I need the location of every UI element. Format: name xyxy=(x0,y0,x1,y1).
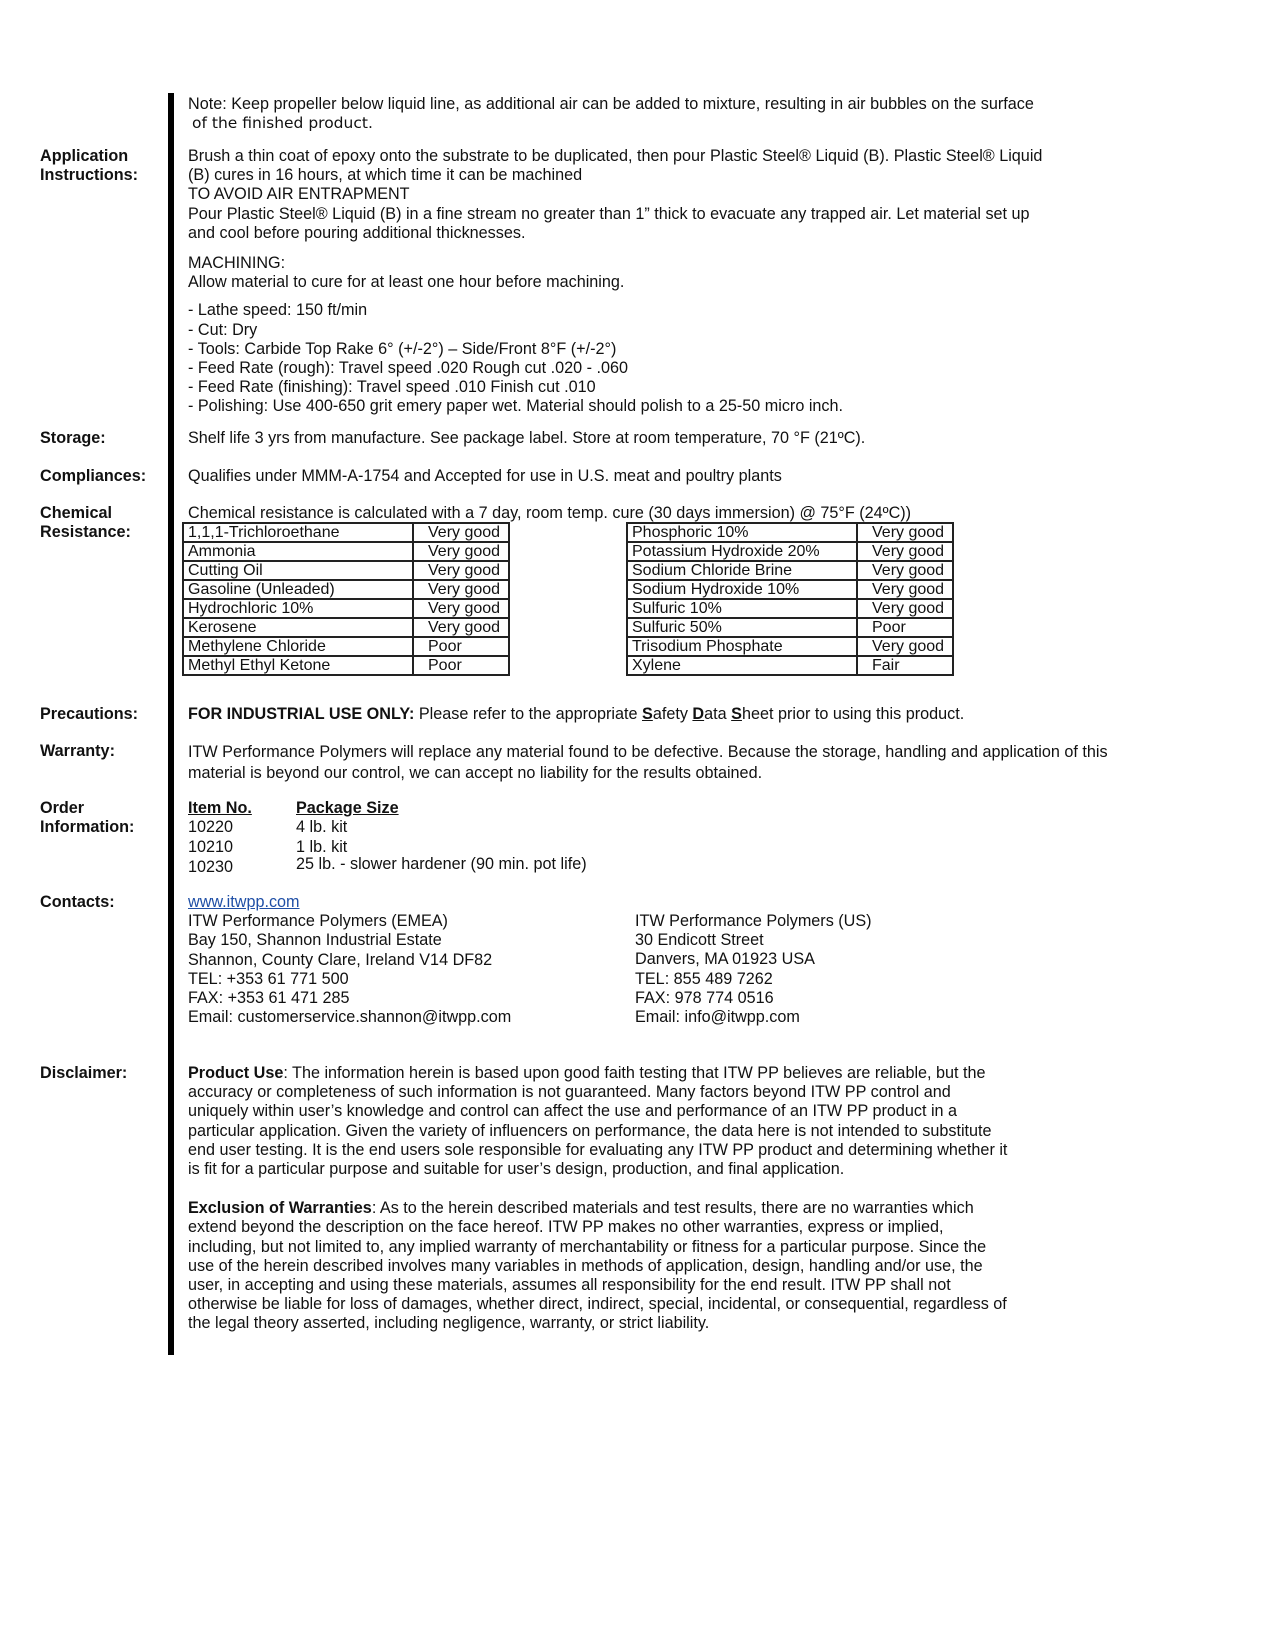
disclaimer-line: end user testing. It is the end users sole responsible for evaluating any ITW PP product and determining whether it xyxy=(188,1140,1008,1159)
warranty-text xyxy=(188,742,1188,783)
chemical-name: Sodium Chloride Brine xyxy=(627,561,857,580)
table-row xyxy=(627,523,953,542)
contact-line: FAX: 978 774 0516 xyxy=(635,988,774,1007)
contact-line: 30 Endicott Street xyxy=(635,931,764,950)
contact-line: Shannon, County Clare, Ireland V14 DF82 xyxy=(188,950,493,969)
disclaimer-text: : As to the herein described materials and test results, there are no warranties which xyxy=(371,1199,974,1218)
sds-letter: S xyxy=(642,705,653,723)
item-no: 10210 xyxy=(188,838,234,857)
label-storage: Storage: xyxy=(40,429,106,447)
app-line: TO AVOID AIR ENTRAPMENT xyxy=(188,185,410,204)
note-line-1: Note: Keep propeller below liquid line, as additional air can be added to mixture, resulting in air bubbles on the surface xyxy=(188,95,1034,113)
chemical-rating: Poor xyxy=(413,656,509,675)
chemical-name: Cutting Oil xyxy=(183,561,413,580)
chemical-rating: Poor xyxy=(857,618,953,637)
label-disclaimer: Disclaimer: xyxy=(40,1064,128,1082)
chemical-name: Hydrochloric 10% xyxy=(183,599,413,618)
table-row xyxy=(627,618,953,637)
machining-list-item: - Feed Rate (finishing): Travel speed .010 Finish cut .010 xyxy=(188,378,596,397)
chemical-rating: Fair xyxy=(857,656,953,675)
exclusion-heading: Exclusion of Warranties xyxy=(188,1199,372,1218)
chemical-rating: Very good xyxy=(857,542,953,561)
disclaimer-line xyxy=(188,1064,1188,1083)
compliances-text: Qualifies under MMM-A-1754 and Accepted for use in U.S. meat and poultry plants xyxy=(188,467,782,485)
chemical-name: Sulfuric 10% xyxy=(627,599,857,618)
machining-list-item: - Cut: Dry xyxy=(188,320,258,339)
disclaimer-text: : The information herein is based upon good faith testing that ITW PP believes are reliable, but the xyxy=(283,1064,986,1082)
warranty-line: material is beyond our control, we can accept no liability for the results obtained. xyxy=(188,763,763,782)
table-row xyxy=(183,656,509,675)
package-size-header: Package Size xyxy=(296,799,399,817)
table-row xyxy=(627,580,953,599)
disclaimer-line: including, but not limited to, any implied warranty of merchantability or fitness for a particular purpose. Since the xyxy=(188,1237,987,1256)
precautions-text xyxy=(188,705,1188,724)
contact-line: ITW Performance Polymers (US) xyxy=(635,912,872,930)
disclaimer-line: use of the herein described involves many variables in methods of application, design, handling and/or use, the xyxy=(188,1256,983,1275)
chemical-name: Gasoline (Unleaded) xyxy=(183,580,413,599)
note-block xyxy=(188,95,1188,133)
chemical-rating: Very good xyxy=(413,561,509,580)
machining-list-item: - Lathe speed: 150 ft/min xyxy=(188,301,368,320)
order-header-row xyxy=(188,799,1188,818)
app-line: Pour Plastic Steel® Liquid (B) in a fine stream no greater than 1” thick to evacuate any trapped air. Let material set up xyxy=(188,204,1030,223)
package-size: 25 lb. - slower hardener (90 min. pot life) xyxy=(296,854,587,873)
label-precautions: Precautions: xyxy=(40,705,139,723)
chemical-rating: Very good xyxy=(413,542,509,561)
chemical-name: 1,1,1-Trichloroethane xyxy=(183,523,413,542)
table-row xyxy=(183,599,509,618)
table-row xyxy=(183,580,509,599)
chemical-name: Sulfuric 50% xyxy=(627,618,857,637)
table-row xyxy=(627,637,953,656)
disclaimer-line: extend beyond the description on the face hereof. ITW PP makes no other warranties, express or implied, xyxy=(188,1218,944,1237)
chemical-name: Potassium Hydroxide 20% xyxy=(627,542,857,561)
item-no: 10220 xyxy=(188,818,234,837)
chemical-table-right xyxy=(626,522,954,676)
app-line: (B) cures in 16 hours, at which time it can be machined xyxy=(188,166,583,185)
table-row xyxy=(627,599,953,618)
chemical-table-left xyxy=(182,522,510,676)
table-row xyxy=(627,542,953,561)
label-compliances: Compliances: xyxy=(40,467,147,485)
table-row xyxy=(188,854,1188,877)
disclaimer-line: otherwise be liable for loss of damages, whether direct, indirect, special, incidental, or consequential, regardless of xyxy=(188,1295,1007,1314)
chemical-name: Xylene xyxy=(627,656,857,675)
disclaimer-line: accuracy or completeness of such information is not guaranteed. Many factors beyond ITW PP control and xyxy=(188,1083,951,1102)
precautions-part: ata xyxy=(704,705,732,723)
contact-line: Danvers, MA 01923 USA xyxy=(635,950,815,969)
website-link[interactable]: www.itwpp.com xyxy=(188,893,300,911)
table-row xyxy=(183,637,509,656)
chemical-name: Kerosene xyxy=(183,618,413,637)
section-divider-bar xyxy=(168,93,174,1355)
note-line-2: of the finished product. xyxy=(192,114,373,133)
chemical-rating: Very good xyxy=(857,580,953,599)
table-row xyxy=(627,656,953,675)
disclaimer-line: user, in accepting and using these materials, assumes all responsibility for the end result. ITW PP shall not xyxy=(188,1276,951,1295)
contact-us xyxy=(635,912,872,1027)
chemical-rating: Very good xyxy=(857,637,953,656)
table-row xyxy=(183,561,509,580)
machining-heading: MACHINING: xyxy=(188,254,286,273)
table-row xyxy=(183,618,509,637)
contact-line: Bay 150, Shannon Industrial Estate xyxy=(188,931,442,950)
disclaimer xyxy=(188,1064,1188,1334)
disclaimer-line xyxy=(188,1199,1188,1218)
chemical-name: Sodium Hydroxide 10% xyxy=(627,580,857,599)
precautions-part: heet prior to using this product. xyxy=(741,705,965,723)
table-row xyxy=(188,818,1188,837)
contact-line: TEL: +353 61 771 500 xyxy=(188,969,349,988)
chemical-name: Methylene Chloride xyxy=(183,637,413,656)
chemical-rating: Very good xyxy=(413,523,509,542)
table-row xyxy=(627,561,953,580)
item-no-header: Item No. xyxy=(188,799,252,817)
chemical-rating: Very good xyxy=(413,599,509,618)
label-order-information: Order Information: xyxy=(40,799,135,837)
contact-line: Email: info@itwpp.com xyxy=(635,1008,800,1027)
chemical-rating: Poor xyxy=(413,637,509,656)
chemical-intro: Chemical resistance is calculated with a 7 day, room temp. cure (30 days immersion) @ 75°F (24ºC)) xyxy=(188,504,912,522)
package-size: 1 lb. kit xyxy=(296,838,348,857)
disclaimer-line: particular application. Given the variety of influencers on performance, the data here is not intended to substitute xyxy=(188,1121,992,1140)
label-contacts: Contacts: xyxy=(40,893,115,911)
sds-letter: S xyxy=(731,705,742,723)
chemical-name: Phosphoric 10% xyxy=(627,523,857,542)
precautions-bold: FOR INDUSTRIAL USE ONLY: xyxy=(188,705,415,723)
table-row xyxy=(183,523,509,542)
chemical-name: Ammonia xyxy=(183,542,413,561)
precautions-part: Please refer to the appropriate xyxy=(414,705,643,723)
application-instructions xyxy=(188,147,1188,417)
disclaimer-line: uniquely within user’s knowledge and control can affect the use and performance of an ITW PP product in a xyxy=(188,1102,958,1121)
product-use-heading: Product Use xyxy=(188,1064,284,1082)
sds-letter: D xyxy=(692,705,705,723)
disclaimer-line: is fit for a particular purpose and suitable for user’s design, production, and final application. xyxy=(188,1160,845,1179)
machining-list-item: - Feed Rate (rough): Travel speed .020 Rough cut .020 - .060 xyxy=(188,359,629,378)
label-chemical-resistance: Chemical Resistance: xyxy=(40,504,131,542)
order-information xyxy=(188,799,1188,877)
chemical-rating: Very good xyxy=(857,561,953,580)
contact-line: ITW Performance Polymers (EMEA) xyxy=(188,912,448,931)
app-line: and cool before pouring additional thicknesses. xyxy=(188,223,526,242)
chemical-rating: Very good xyxy=(413,580,509,599)
contact-line: TEL: 855 489 7262 xyxy=(635,969,773,988)
machining-list-item: - Tools: Carbide Top Rake 6° (+/-2°) – Side/Front 8°F (+/-2°) xyxy=(188,339,617,358)
package-size: 4 lb. kit xyxy=(296,818,348,837)
label-warranty: Warranty: xyxy=(40,742,115,760)
disclaimer-line: the legal theory asserted, including negligence, warranty, or strict liability. xyxy=(188,1314,710,1333)
label-application-instructions: Application Instructions: xyxy=(40,147,139,185)
machining-text: Allow material to cure for at least one hour before machining. xyxy=(188,273,625,292)
contact-line: Email: customerservice.shannon@itwpp.com xyxy=(188,1008,512,1027)
storage-text: Shelf life 3 yrs from manufacture. See package label. Store at room temperature, 70 °F (21ºC). xyxy=(188,429,866,447)
precautions-part: afety xyxy=(652,705,693,723)
contact-line: FAX: +353 61 471 285 xyxy=(188,989,350,1008)
warranty-line: ITW Performance Polymers will replace any material found to be defective. Because the storage, handling and application of this xyxy=(188,743,1108,761)
chemical-rating: Very good xyxy=(857,599,953,618)
chemical-rating: Very good xyxy=(413,618,509,637)
chemical-rating: Very good xyxy=(857,523,953,542)
item-no: 10230 xyxy=(188,857,234,876)
chemical-name: Trisodium Phosphate xyxy=(627,637,857,656)
machining-list-item: - Polishing: Use 400-650 grit emery paper wet. Material should polish to a 25-50 micro inch. xyxy=(188,397,844,416)
app-line: Brush a thin coat of epoxy onto the substrate to be duplicated, then pour Plastic Steel® Liquid (B). Plastic Steel® Liquid xyxy=(188,147,1043,165)
chemical-name: Methyl Ethyl Ketone xyxy=(183,656,413,675)
table-row xyxy=(183,542,509,561)
